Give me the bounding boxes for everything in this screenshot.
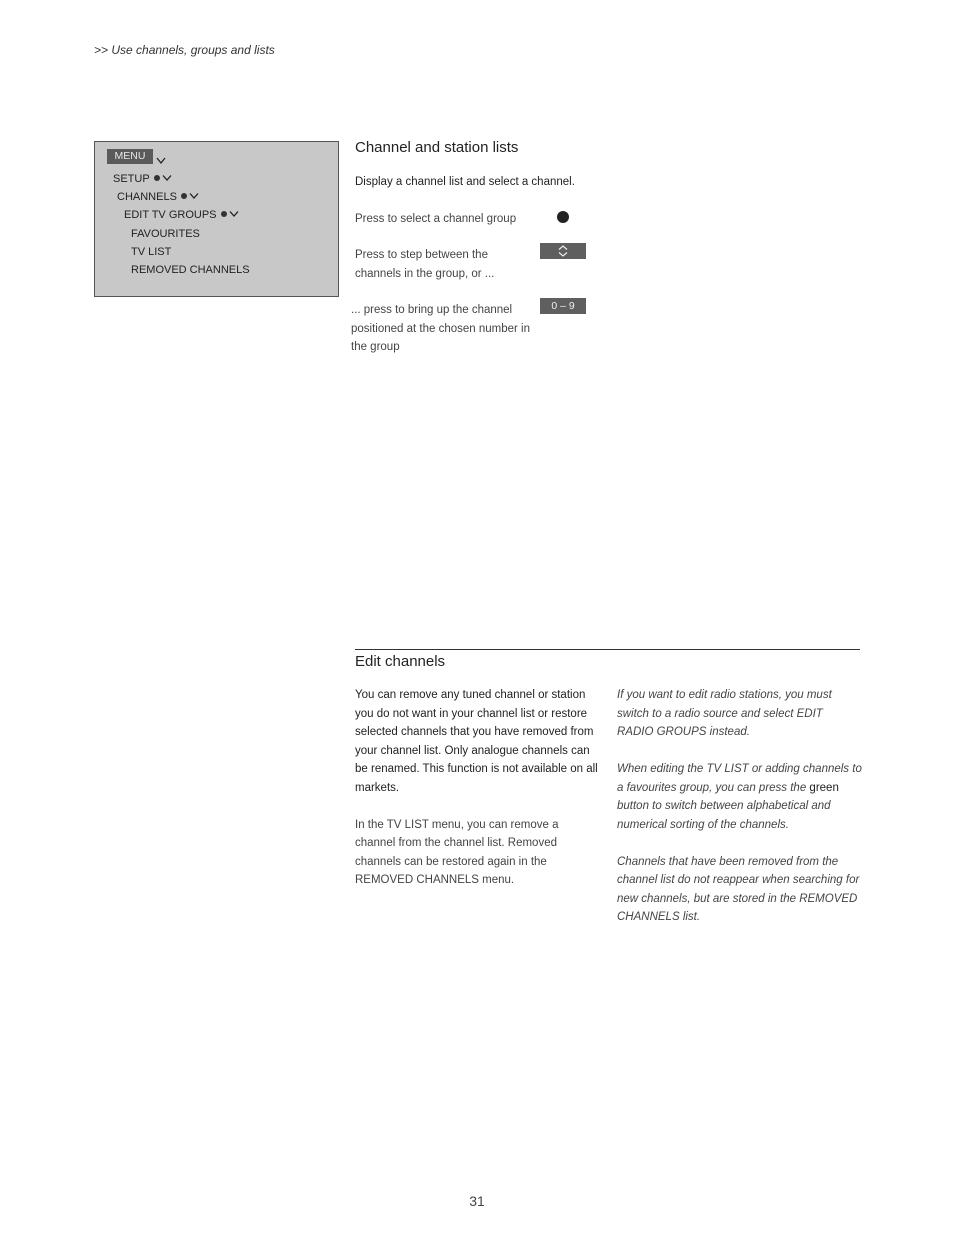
bullet-icon	[181, 193, 187, 199]
section-heading-lists: Channel and station lists	[355, 139, 519, 156]
edit-left-column	[355, 686, 600, 908]
step-select-group: Press to select a channel group	[355, 213, 517, 225]
section-divider	[355, 649, 860, 650]
bullet-button-icon	[557, 211, 569, 223]
menu-item-favourites: FAVOURITES	[131, 228, 200, 240]
bullet-icon	[221, 211, 227, 217]
chevron-down-icon	[155, 156, 167, 166]
menu-tag: MENU	[107, 149, 153, 164]
menu-item-channels: CHANNELS	[117, 190, 199, 204]
step-number-channel: ... press to bring up the channel positioned at the chosen number in the group	[351, 304, 531, 353]
section-heading-edit: Edit channels	[355, 653, 446, 670]
number-button-icon: 0 – 9	[540, 298, 586, 314]
up-down-button-icon	[540, 243, 586, 259]
edit-paragraph: You can remove any tuned channel or station you do not want in your channel list or restore selected channels that you have removed from your channel list. Only analogue channels can be renamed. This function is not available on all markets.	[355, 689, 598, 794]
breadcrumb: >> Use channels, groups and lists	[94, 43, 275, 57]
menu-diagram	[94, 141, 339, 297]
edit-paragraph: In the TV LIST menu, you can remove a channel from the channel list. Removed channels can be restored again in the REMOVED CHANNELS menu.	[355, 818, 559, 886]
note-paragraph: If you want to edit radio stations, you must switch to a radio source and select EDIT RADIO GROUPS instead.	[617, 689, 832, 738]
edit-right-column	[617, 686, 862, 945]
up-down-arrow-icon	[540, 243, 586, 259]
note-paragraph: Channels that have been removed from the channel list do not reappear when searching for new channels, but are stored in the REMOVED CHANNELS list.	[617, 855, 860, 923]
chevron-down-icon	[162, 174, 172, 182]
note-paragraph: When editing the TV LIST or adding channels to a favourites group, you can press the green button to switch between alphabetical and numerical sorting of the channels.	[617, 763, 862, 831]
green-button-label: green	[809, 781, 839, 794]
menu-item-edit-tv-groups: EDIT TV GROUPS	[124, 208, 239, 222]
bullet-icon	[154, 175, 160, 181]
chevron-down-icon	[189, 192, 199, 200]
chevron-down-icon	[229, 210, 239, 218]
page-number: 31	[469, 1193, 485, 1209]
menu-item-removed-channels: REMOVED CHANNELS	[131, 264, 250, 276]
menu-item-tv-list: TV LIST	[131, 246, 172, 258]
menu-item-setup: SETUP	[113, 172, 172, 186]
lists-intro: Display a channel list and select a channel.	[355, 176, 575, 188]
step-step-channels: Press to step between the channels in the group, or ...	[355, 249, 495, 280]
